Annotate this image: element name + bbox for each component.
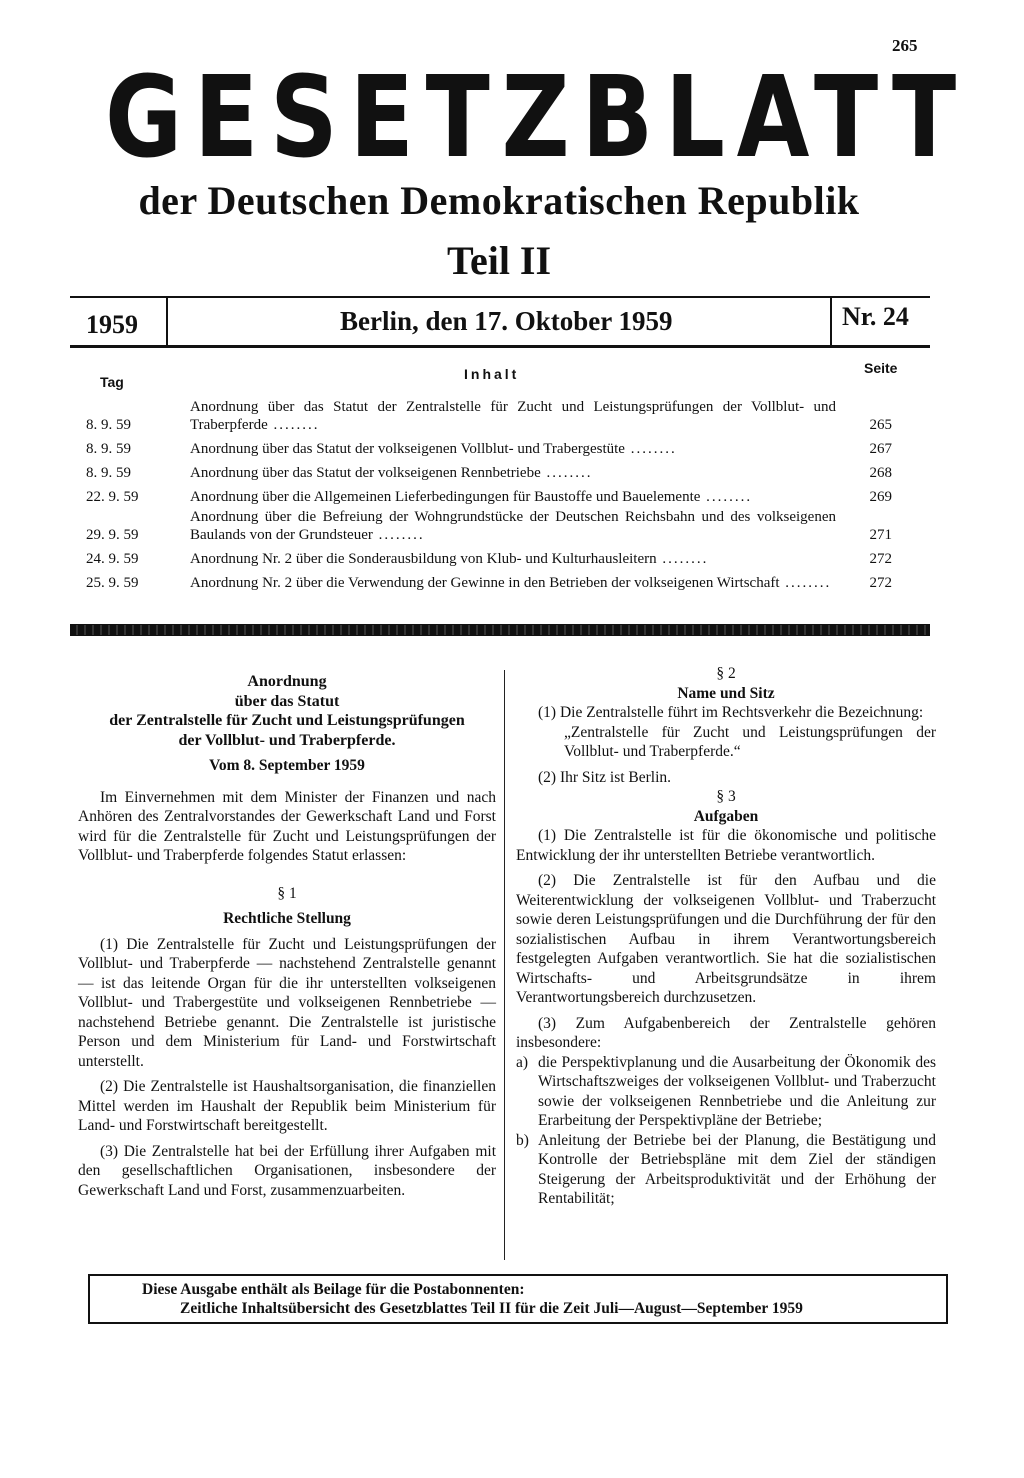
- article-title: [78, 672, 496, 750]
- toc-page: 272: [869, 575, 892, 591]
- toc-title: Anordnung über das Statut der Zentralstelle für Zucht und Leistungsprüfungen der Vollblut- und Traberpferde ........: [190, 399, 836, 433]
- list-label: a): [516, 1053, 529, 1071]
- toc-title: Anordnung Nr. 2 über die Verwendung der Gewinne in den Betrieben der volkseigenen Wirtschaft ........: [190, 575, 832, 591]
- toc-day: 25. 9. 59: [86, 575, 139, 591]
- rule-bottom: [70, 345, 930, 348]
- issue-divider-right: [830, 296, 832, 348]
- paragraph: (2) Ihr Sitz ist Berlin.: [538, 768, 672, 786]
- section-heading: Name und Sitz: [677, 684, 775, 702]
- toc-row: [74, 398, 914, 434]
- section-number: § 3: [716, 788, 736, 805]
- list-item: [516, 1131, 936, 1209]
- issue-date: Berlin, den 17. Oktober 1959: [340, 306, 673, 336]
- paragraph: (1) Die Zentralstelle für Zucht und Leistungsprüfungen der Vollblut- und Traberpferde — nachstehend Zentralstelle genannt — ist das leitende Organ für die ihr unterstellten volkseigenen Vollblut- und Trabergestüte und volkseigenen Rennbetriebe — nachstehend Betriebe genannt. Die Zentralstelle ist juristische Person und dem Ministerium für Land- und Forstwirtschaft unterstellt.: [78, 935, 496, 1070]
- list-text: die Perspektivplanung und die Ausarbeitung der Ökonomik des Wirtschaftszweiges der volkseigenen Vollblut- und Traberzucht sowie der volkseigenen Rennbetriebe und die Anleitung zur Erarbeitung der Perspektivpläne der Betriebe;: [538, 1053, 936, 1129]
- toc-day: 8. 9. 59: [86, 441, 131, 457]
- page-number: 265: [892, 36, 918, 55]
- list-label: b): [516, 1131, 529, 1149]
- rule-top: [70, 296, 930, 298]
- supplement-line-1: Diese Ausgabe enthält als Beilage für die Postabonnenten:: [142, 1281, 525, 1298]
- toc-row: [74, 546, 914, 568]
- toc-day: 29. 9. 59: [86, 527, 139, 543]
- paragraph: (1) Die Zentralstelle führt im Rechtsverkehr die Bezeichnung:: [538, 704, 924, 721]
- masthead: [70, 53, 968, 284]
- paragraph: (1) Die Zentralstelle ist für die ökonomische und politische Entwicklung der ihr unterstellten Betriebe verantwortlich.: [516, 827, 936, 864]
- issue-row: [70, 296, 930, 348]
- toc-col-day: Tag: [100, 374, 124, 390]
- toc-page: 272: [869, 551, 892, 567]
- leader-dots: ........: [624, 441, 677, 457]
- toc-row: [74, 484, 914, 506]
- issue-divider-left: [166, 296, 168, 348]
- paragraph: (2) Die Zentralstelle ist Haushaltsorganisation, die finanziellen Mittel werden im Haushalt der Republik beim Ministerium für Land- und Forstwirtschaft bereitgestellt.: [78, 1078, 496, 1134]
- toc-day: 22. 9. 59: [86, 489, 139, 505]
- leader-dots: ........: [540, 465, 593, 481]
- toc-page: 269: [869, 489, 892, 505]
- toc-row: [74, 570, 914, 592]
- list-item: [516, 1053, 936, 1131]
- toc-day: 8. 9. 59: [86, 465, 131, 481]
- toc-page: 268: [869, 465, 892, 481]
- section-number: § 2: [716, 665, 736, 682]
- toc-day: 8. 9. 59: [86, 417, 131, 433]
- supplement-notice: [88, 1274, 948, 1324]
- table-of-contents: [74, 358, 914, 594]
- toc-page: 265: [869, 417, 892, 433]
- column-divider: [504, 670, 505, 1260]
- paragraph: (3) Zum Aufgabenbereich der Zentralstelle gehören insbesondere:: [516, 1014, 936, 1051]
- toc-title: Anordnung über die Befreiung der Wohngrundstücke der Deutschen Reichsbahn und des volkseigenen Baulands von der Grundsteuer ........: [190, 509, 836, 543]
- article-title-line: über das Statut: [234, 692, 340, 710]
- section-heading: Rechtliche Stellung: [223, 910, 351, 927]
- toc-header: [74, 358, 914, 398]
- toc-col-page: Seite: [864, 360, 898, 376]
- toc-col-title: Inhalt: [464, 366, 520, 382]
- masthead-subtitle: der Deutschen Demokratischen Republik: [138, 178, 860, 223]
- right-column: [516, 664, 936, 1209]
- toc-title: Anordnung über das Statut der volkseigenen Rennbetriebe ........: [190, 465, 593, 481]
- section-divider: [70, 624, 930, 636]
- toc-row: [74, 436, 914, 458]
- toc-page: 271: [869, 527, 892, 543]
- toc-row: [74, 460, 914, 482]
- toc-rows: [74, 398, 914, 592]
- article-title-line: der Vollblut- und Traberpferde.: [178, 731, 396, 749]
- toc-title: Anordnung über das Statut der volkseigenen Vollblut- und Trabergestüte ........: [190, 441, 677, 457]
- leader-dots: ........: [656, 551, 709, 567]
- masthead-title: GESETZBLATT: [105, 53, 968, 183]
- list-text: Anleitung der Betriebe bei der Planung, die Bestätigung und Kontrolle der Betriebspläne mit dem Ziel der ständigen Steigerung der Arbeitsproduktivität und der Erhöhung der Rentabilität;: [538, 1131, 936, 1207]
- section-number: § 1: [277, 884, 297, 902]
- toc-day: 24. 9. 59: [86, 551, 139, 567]
- masthead-part: Teil II: [446, 238, 552, 283]
- article-title-line: der Zentralstelle für Zucht und Leistungsprüfungen: [109, 712, 465, 729]
- toc-title: Anordnung Nr. 2 über die Sonderausbildung von Klub- und Kulturhausleitern ........: [190, 551, 709, 567]
- section-heading: Aufgaben: [693, 807, 759, 825]
- toc-title: Anordnung über die Allgemeinen Lieferbedingungen für Baustoffe und Bauelemente ........: [190, 489, 753, 505]
- quote: „Zentralstelle für Zucht und Leistungsprüfungen der Vollblut- und Traberpferde.“: [564, 723, 936, 760]
- leader-dots: ........: [372, 527, 425, 543]
- article-date: Vom 8. September 1959: [209, 757, 365, 774]
- leader-dots: ........: [267, 417, 320, 433]
- toc-page: 267: [869, 441, 892, 457]
- leader-dots: ........: [700, 489, 753, 505]
- issue-year: 1959: [86, 310, 138, 339]
- left-column: [78, 672, 496, 1200]
- leader-dots: ........: [779, 575, 832, 591]
- supplement-line-2: Zeitliche Inhaltsübersicht des Gesetzblattes Teil II für die Zeit Juli—August—September 1959: [180, 1300, 803, 1317]
- paragraph: (2) Die Zentralstelle ist für den Aufbau und die Weiterentwicklung der volkseigenen Vollblut- und Traberzucht sowie deren Leistungsprüfungen und die Durchführung der für den sozialistischen Aufbau in ihrem Verantwortungsbereich festgelegten Aufgaben verantwortlich. Sie hat die sozialistischen Wirtschafts- und Arbeitsgrundsätze in ihrem Verantwortungsbereich durchzusetzen.: [516, 872, 936, 1006]
- issue-number: Nr. 24: [842, 302, 909, 331]
- article-title-line: Anordnung: [247, 673, 327, 690]
- toc-row: [74, 508, 914, 544]
- preamble: Im Einvernehmen mit dem Minister der Finanzen und nach Anhören des Zentralvorstandes der Gewerkschaft Land und Forst wird für die Zentralstelle für Zucht und Leistungsprüfungen der Vollblut- und Traberpferde folgendes Statut erlassen:: [78, 788, 496, 864]
- paragraph: (3) Die Zentralstelle hat bei der Erfüllung ihrer Aufgaben mit den gesellschaftlichen Organisationen, insbesondere der Gewerkschaft Land und Forst, zusammenzuarbeiten.: [78, 1142, 496, 1199]
